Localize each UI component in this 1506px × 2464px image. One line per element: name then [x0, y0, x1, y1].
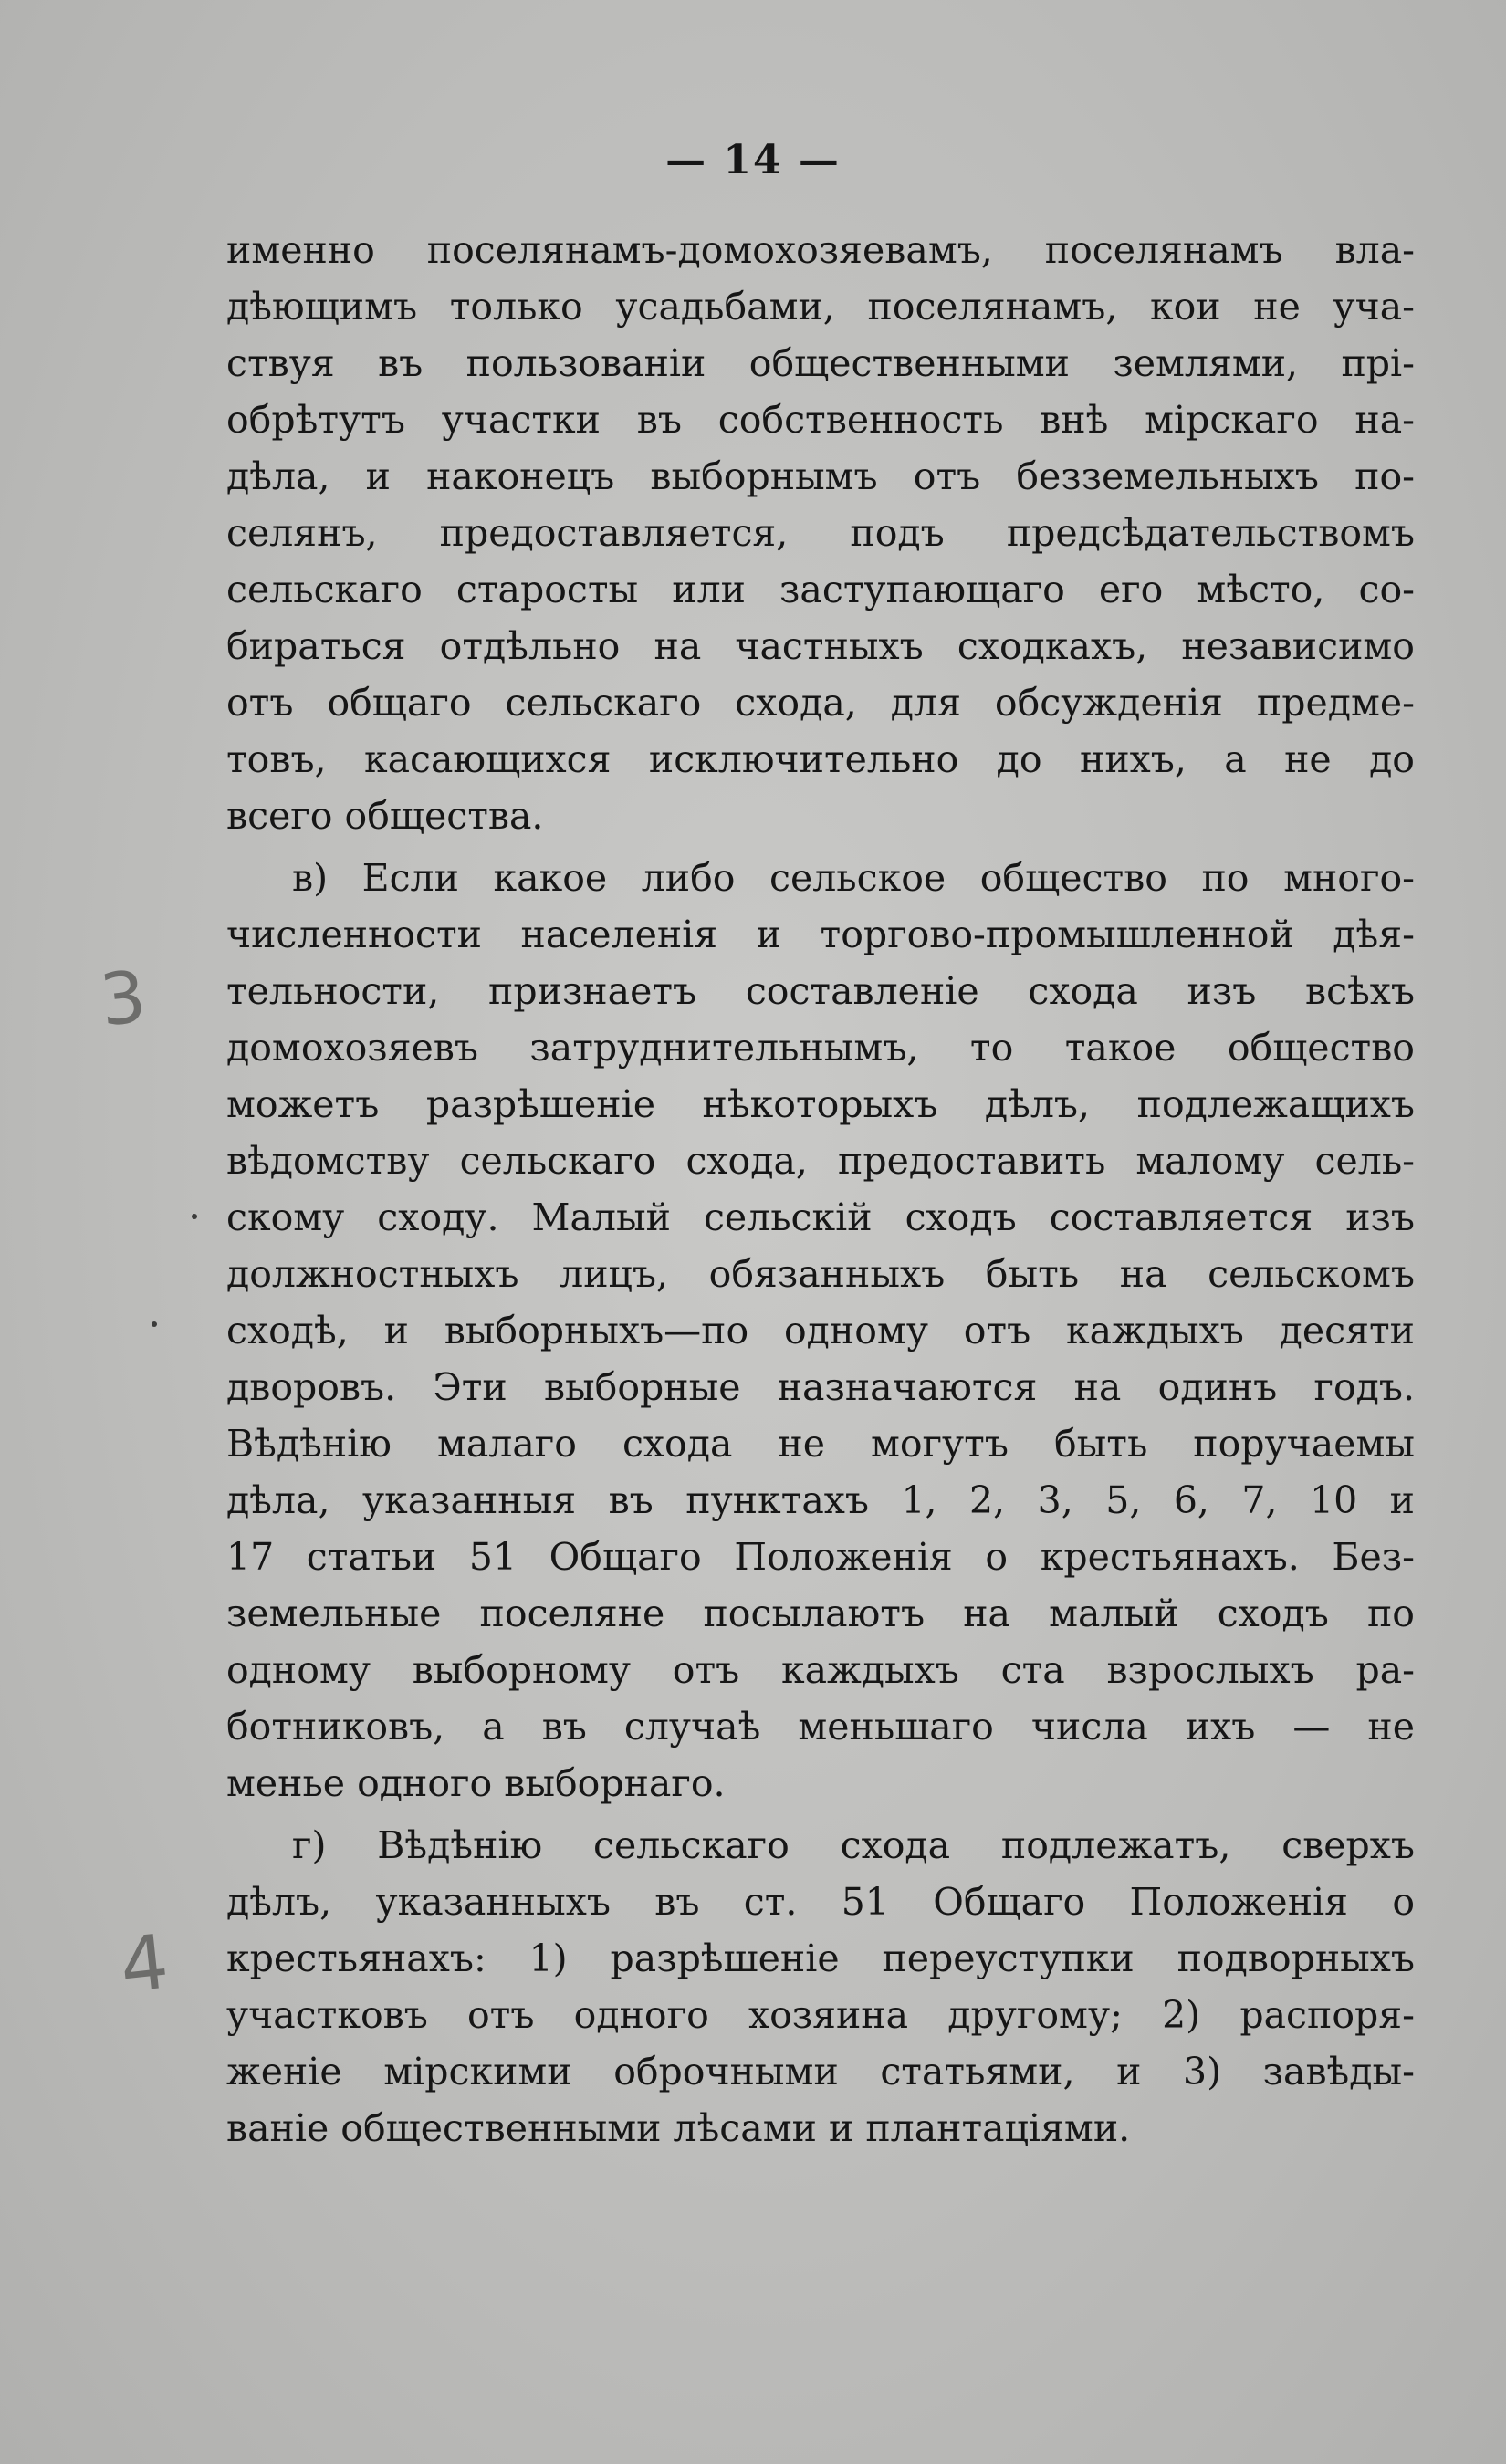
text-line: отъ общаго сельскаго схода, для обсужденія предме- — [226, 681, 1415, 725]
text-line: селянъ, предоставляется, подъ предсѣдательствомъ — [226, 511, 1415, 555]
text-line: ваніе общественными лѣсами и плантаціями. — [226, 2106, 1131, 2150]
text-line: численности населенія и торгово-промышленной дѣя- — [226, 913, 1415, 956]
text-line: в) Если какое либо сельское общество по много- — [292, 856, 1415, 900]
text-line: земельные поселяне посылаютъ на малый сходъ по — [226, 1592, 1415, 1635]
text-line: можетъ разрѣшеніе нѣкоторыхъ дѣлъ, подлежащихъ — [226, 1082, 1415, 1126]
handwritten-margin-mark: 4 — [116, 1918, 173, 2010]
text-line: товъ, касающихся исключительно до нихъ, а не до — [226, 737, 1415, 781]
text-line: сельскаго старосты или заступающаго его мѣсто, со- — [226, 568, 1415, 611]
text-line: дворовъ. Эти выборные назначаются на одинъ годъ. — [226, 1365, 1415, 1409]
text-line: именно поселянамъ-домохозяевамъ, поселянамъ вла- — [226, 228, 1415, 272]
text-line: одному выборному отъ каждыхъ ста взрослыхъ ра- — [226, 1648, 1415, 1692]
ink-speck — [192, 1214, 197, 1219]
text-line: домохозяевъ затруднительнымъ, то такое общество — [226, 1026, 1415, 1070]
text-line: менье одного выборнаго. — [226, 1761, 726, 1805]
body-text — [226, 222, 1415, 2156]
text-line: всего общества. — [226, 794, 544, 838]
text-line: дѣющимъ только усадьбами, поселянамъ, кои не уча- — [226, 285, 1415, 329]
text-line: обрѣтутъ участки въ собственность внѣ мірскаго на- — [226, 398, 1415, 442]
text-line: женіе мірскими оброчными статьями, и 3) завѣды- — [226, 2050, 1415, 2093]
text-line: скому сходу. Малый сельскій сходъ составляется изъ — [226, 1195, 1415, 1239]
text-line: сходѣ, и выборныхъ—по одному отъ каждыхъ десяти — [226, 1309, 1415, 1352]
text-line: дѣла, указанныя въ пунктахъ 1, 2, 3, 5, 6, 7, 10 и — [226, 1478, 1415, 1522]
text-line: ботниковъ, а въ случаѣ меньшаго числа ихъ — не — [226, 1705, 1415, 1749]
text-line: 17 статьи 51 Общаго Положенія о крестьянахъ. Без- — [226, 1535, 1415, 1579]
text-line: ствуя въ пользованіи общественными землями, прі- — [226, 341, 1415, 385]
text-line: должностныхъ лицъ, обязанныхъ быть на сельскомъ — [226, 1252, 1415, 1296]
page-number: — 14 — — [665, 137, 841, 183]
text-line: крестьянахъ: 1) разрѣшеніе переуступки подворныхъ — [226, 1937, 1415, 1980]
text-line: дѣла, и наконецъ выборнымъ отъ безземельныхъ по- — [226, 454, 1415, 498]
text-line: бираться отдѣльно на частныхъ сходкахъ, независимо — [226, 624, 1415, 668]
handwritten-margin-mark: 3 — [96, 955, 151, 1043]
text-line: тельности, признаетъ составленіе схода изъ всѣхъ — [226, 969, 1415, 1013]
text-line: вѣдомству сельскаго схода, предоставить малому сель- — [226, 1139, 1415, 1183]
text-line: г) Вѣдѣнію сельскаго схода подлежатъ, сверхъ — [292, 1823, 1415, 1867]
text-line: дѣлъ, указанныхъ въ ст. 51 Общаго Положенія о — [226, 1880, 1415, 1924]
text-line: участковъ отъ одного хозяина другому; 2) распоря- — [226, 1993, 1415, 2037]
ink-speck — [152, 1321, 157, 1327]
text-line: Вѣдѣнію малаго схода не могутъ быть поручаемы — [226, 1422, 1415, 1466]
